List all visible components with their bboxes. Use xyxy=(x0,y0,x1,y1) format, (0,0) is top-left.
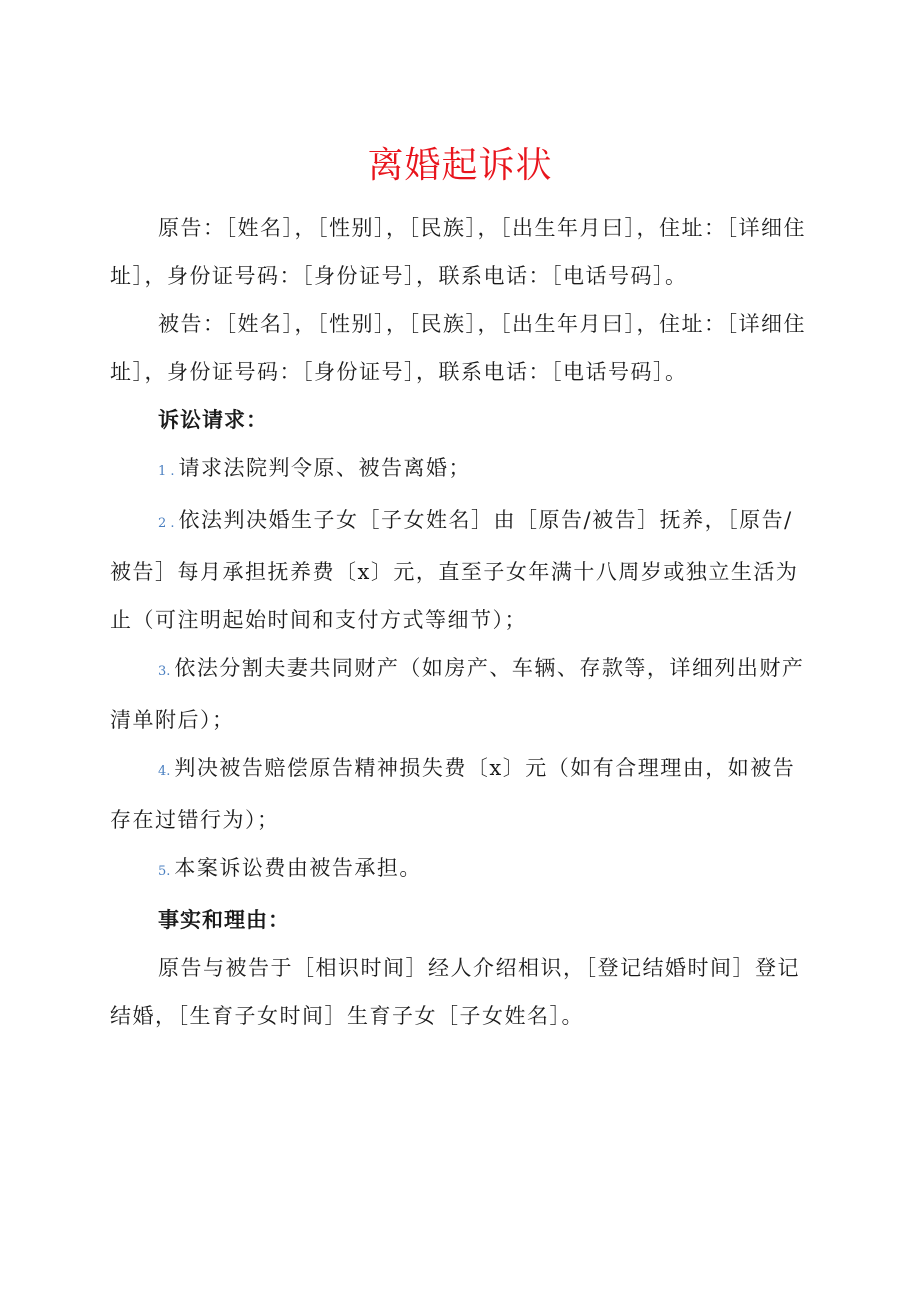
claim-item-2 xyxy=(110,496,806,644)
defendant-paragraph: 被告：［姓名］，［性别］，［民族］，［出生年月曰］，住址：［详细住址］，身份证号码：［身份证号］，联系电话：［电话号码］。 xyxy=(110,312,806,384)
claim-number: 3. xyxy=(158,664,171,679)
claim-text: 依法分割夫妻共同财产（如房产、车辆、存款等，详细列出财产清单附后）； xyxy=(110,656,805,732)
claim-number: 2 . xyxy=(158,516,175,531)
claim-text: 判决被告赔偿原告精神损失费〔x〕元（如有合理理由，如被告存在过错行为）； xyxy=(110,756,796,832)
plaintiff-paragraph: 原告：［姓名］，［性别］，［民族］，［出生年月曰］，住址：［详细住址］，身份证号码：［身份证号］，联系电话：［电话号码］。 xyxy=(110,216,806,288)
claim-item-4 xyxy=(110,744,806,844)
claim-item-5 xyxy=(110,844,806,896)
claim-number: 4. xyxy=(158,764,171,779)
facts-heading: 事实和理由： xyxy=(158,908,290,932)
document-title: 离婚起诉状 xyxy=(367,145,553,186)
claim-text: 请求法院判令原、被告离婚； xyxy=(178,456,472,480)
claim-item-3 xyxy=(110,644,806,744)
claim-item-1 xyxy=(110,444,806,496)
claim-text: 依法判决婚生子女［子女姓名］由［原告/被告］抚养，［原告/被告］每月承担抚养费〔x〕元，直至子女年满十八周岁或独立生活为止（可注明起始时间和支付方式等细节）； xyxy=(110,508,799,632)
claim-number: 5. xyxy=(158,864,171,879)
facts-paragraph: 原告与被告于［相识时间］经人介绍相识，［登记结婚时间］登记结婚，［生育子女时间］生育子女［子女姓名］。 xyxy=(110,956,800,1028)
claims-heading: 诉讼请求： xyxy=(158,408,268,432)
claim-number: 1 . xyxy=(158,464,175,479)
claim-text: 本案诉讼费由被告承担。 xyxy=(174,856,422,880)
document-body xyxy=(110,204,806,1040)
